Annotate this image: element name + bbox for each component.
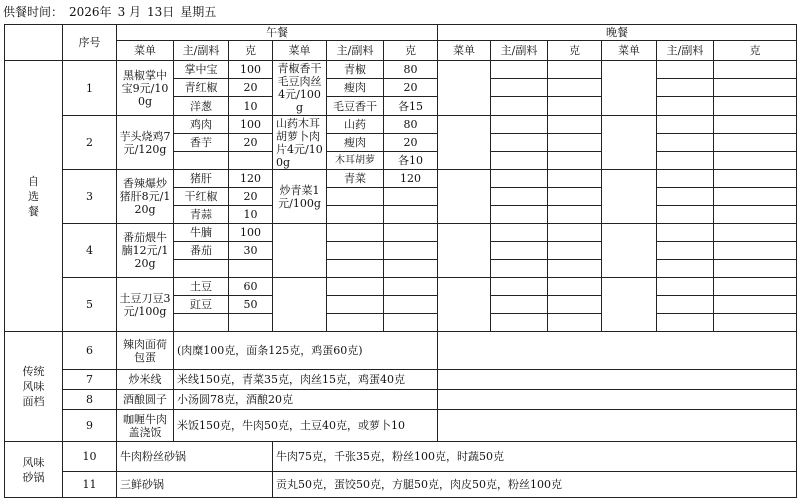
ingredient: 青蒜: [174, 206, 229, 224]
dinner-empty: [438, 278, 491, 332]
ingredient: 毛豆香干: [327, 97, 384, 116]
gram: 20: [384, 134, 438, 152]
serving-weekday: 星期五: [180, 5, 217, 19]
row-serial: 1: [63, 61, 117, 116]
dinner-empty: [548, 260, 602, 278]
dinner-empty: [657, 260, 714, 278]
dinner-empty: [548, 278, 602, 296]
gram: [229, 152, 273, 170]
dinner-empty: [491, 116, 548, 134]
ingredient: 掌中宝: [174, 61, 229, 79]
gram: 10: [229, 97, 273, 116]
ingredient: 土豆: [174, 278, 229, 296]
dinner-empty: [714, 314, 797, 332]
ingredient: 青椒: [327, 61, 384, 79]
gram: 各10: [384, 152, 438, 170]
gram: 10: [229, 206, 273, 224]
dish-name: 咖喱牛肉盖浇饭: [117, 410, 174, 442]
dish-name: 山药木耳胡萝卜肉片4元/100g: [273, 116, 327, 170]
dinner-empty: [714, 116, 797, 134]
menu-table: [4, 24, 797, 498]
gram: 60: [229, 278, 273, 296]
header-dinner-gram-a: 克: [548, 41, 602, 61]
ingredient: 青菜: [327, 170, 384, 188]
dinner-empty: [491, 79, 548, 97]
ingredient: 木耳胡萝: [327, 152, 384, 170]
serving-month: 3 月: [117, 5, 142, 19]
dinner-empty: [548, 188, 602, 206]
dish-detail: 牛肉75克，千张35克，粉丝100克，时蔬50克: [273, 442, 797, 472]
dinner-empty: [491, 206, 548, 224]
ingredient: 豇豆: [174, 296, 229, 314]
row-serial: 2: [63, 116, 117, 170]
header-dinner-ingredient-b: 主/副料: [657, 41, 714, 61]
dinner-empty: [602, 278, 657, 332]
row-serial: 5: [63, 278, 117, 332]
header-serial: 序号: [63, 25, 117, 61]
dinner-empty: [657, 188, 714, 206]
lunch-empty: [273, 278, 327, 332]
lunch-empty: [327, 188, 384, 206]
dinner-empty: [548, 242, 602, 260]
dinner-empty: [657, 170, 714, 188]
dish-name: 辣肉面荷包蛋: [117, 332, 174, 370]
ingredient: 鸡肉: [174, 116, 229, 134]
dinner-empty: [714, 79, 797, 97]
dinner-empty: [548, 206, 602, 224]
dinner-empty: [602, 170, 657, 224]
ingredient: 瘦肉: [327, 79, 384, 97]
dinner-empty: [714, 224, 797, 242]
ingredient: 青红椒: [174, 79, 229, 97]
dinner-empty: [548, 134, 602, 152]
ingredient: 洋葱: [174, 97, 229, 116]
ingredient: 瘦肉: [327, 134, 384, 152]
lunch-empty: [384, 206, 438, 224]
ingredient: 干红椒: [174, 188, 229, 206]
header-dinner: 晚餐: [438, 25, 797, 41]
dinner-empty: [548, 79, 602, 97]
serving-year: 2026年: [69, 5, 112, 19]
lunch-empty: [327, 296, 384, 314]
lunch-empty: [327, 260, 384, 278]
gram: 20: [229, 188, 273, 206]
dinner-empty: [714, 278, 797, 296]
dinner-empty: [438, 410, 797, 442]
lunch-empty: [327, 206, 384, 224]
ingredient: 山药: [327, 116, 384, 134]
dinner-empty: [657, 278, 714, 296]
row-serial: 6: [63, 332, 117, 370]
dish-name: 酒酿圆子: [117, 390, 174, 410]
ingredient: 猪肝: [174, 170, 229, 188]
header-lunch-gram-a: 克: [229, 41, 273, 61]
dish-name: 番茄煨牛腩12元/120g: [117, 224, 174, 278]
gram: 80: [384, 61, 438, 79]
dinner-empty: [438, 390, 797, 410]
serving-day: 13日: [147, 5, 175, 19]
section-claypot-label: 风味 砂锅: [22, 455, 45, 484]
lunch-empty: [384, 278, 438, 296]
header-dinner-ingredient-a: 主/副料: [491, 41, 548, 61]
header-lunch-dish-a: 菜单: [117, 41, 174, 61]
dinner-empty: [714, 152, 797, 170]
dinner-empty: [491, 296, 548, 314]
header-blank: [5, 25, 63, 61]
ingredient: 番茄: [174, 242, 229, 260]
gram: 120: [229, 170, 273, 188]
gram: 100: [229, 116, 273, 134]
dinner-empty: [657, 79, 714, 97]
ingredient-empty: [174, 314, 229, 332]
row-serial: 10: [63, 442, 117, 472]
header-dinner-dish-b: 菜单: [602, 41, 657, 61]
dish-name: 三鲜砂锅: [117, 472, 273, 498]
gram: 50: [229, 296, 273, 314]
dinner-empty: [657, 224, 714, 242]
section-self-select: [5, 61, 63, 332]
lunch-empty: [384, 188, 438, 206]
dinner-empty: [714, 188, 797, 206]
dinner-empty: [714, 170, 797, 188]
dinner-empty: [714, 97, 797, 116]
header-dinner-dish-a: 菜单: [438, 41, 491, 61]
lunch-empty: [384, 296, 438, 314]
dinner-empty: [438, 61, 491, 116]
dinner-empty: [657, 296, 714, 314]
header-lunch-ingredient-b: 主/副料: [327, 41, 384, 61]
dish-name: 香辣爆炒猪肝8元/120g: [117, 170, 174, 224]
gram: 20: [229, 134, 273, 152]
section-traditional-label: 传统 风味 面档: [22, 365, 45, 408]
section-claypot: [5, 442, 63, 498]
dinner-empty: [657, 242, 714, 260]
dinner-empty: [714, 242, 797, 260]
header-dinner-gram-b: 克: [714, 41, 797, 61]
dinner-empty: [657, 314, 714, 332]
row-serial: 7: [63, 370, 117, 390]
lunch-empty: [327, 314, 384, 332]
ingredient-empty: [174, 260, 229, 278]
dinner-empty: [491, 260, 548, 278]
dinner-empty: [548, 116, 602, 134]
dinner-empty: [438, 224, 491, 278]
gram: 80: [384, 116, 438, 134]
dish-detail: 米线150克，青菜35克，肉丝15克，鸡蛋40克: [174, 370, 438, 390]
row-serial: 11: [63, 472, 117, 498]
serving-date-label: 供餐时间：: [3, 5, 64, 19]
lunch-empty: [384, 314, 438, 332]
dinner-empty: [491, 152, 548, 170]
header-lunch: 午餐: [117, 25, 438, 41]
dish-name: 炒米线: [117, 370, 174, 390]
lunch-empty: [327, 278, 384, 296]
dinner-empty: [548, 224, 602, 242]
dish-name: 黑椒掌中宝9元/100g: [117, 61, 174, 116]
dinner-empty: [657, 134, 714, 152]
dish-name: 芋头烧鸡7元/120g: [117, 116, 174, 170]
dish-detail: 米饭150克，牛肉50克，土豆40克，或萝卜10: [174, 410, 438, 442]
dinner-empty: [491, 134, 548, 152]
lunch-empty: [327, 224, 384, 242]
dish-name: 青椒香干毛豆肉丝4元/100g: [273, 61, 327, 116]
dinner-empty: [491, 242, 548, 260]
gram: 20: [384, 79, 438, 97]
dinner-empty: [548, 296, 602, 314]
gram-empty: [229, 260, 273, 278]
dinner-empty: [491, 278, 548, 296]
dinner-empty: [657, 116, 714, 134]
dinner-empty: [714, 260, 797, 278]
dinner-empty: [602, 61, 657, 116]
dinner-empty: [714, 61, 797, 79]
dinner-empty: [438, 116, 491, 170]
dinner-empty: [714, 134, 797, 152]
dinner-empty: [657, 206, 714, 224]
lunch-empty: [327, 242, 384, 260]
dish-detail: 小汤圆78克，酒酿20克: [174, 390, 438, 410]
dinner-empty: [548, 97, 602, 116]
dinner-empty: [438, 370, 797, 390]
dinner-empty: [602, 224, 657, 278]
lunch-empty: [273, 224, 327, 278]
dinner-empty: [714, 206, 797, 224]
gram-empty: [229, 314, 273, 332]
lunch-empty: [384, 260, 438, 278]
dinner-empty: [438, 170, 491, 224]
dinner-empty: [548, 61, 602, 79]
gram: 20: [229, 79, 273, 97]
row-serial: 4: [63, 224, 117, 278]
lunch-empty: [384, 242, 438, 260]
row-serial: 9: [63, 410, 117, 442]
lunch-empty: [384, 224, 438, 242]
dinner-empty: [491, 97, 548, 116]
dinner-empty: [491, 170, 548, 188]
dinner-empty: [657, 97, 714, 116]
row-serial: 8: [63, 390, 117, 410]
section-traditional: [5, 332, 63, 442]
dish-detail: 贡丸50克，蛋饺50克，方腿50克，肉皮50克，粉丝100克: [273, 472, 797, 498]
gram: 120: [384, 170, 438, 188]
dinner-empty: [491, 61, 548, 79]
ingredient: [174, 152, 229, 170]
dinner-empty: [657, 61, 714, 79]
dinner-empty: [714, 296, 797, 314]
section-self-select-label: 自 选 餐: [28, 174, 39, 218]
ingredient: 香芋: [174, 134, 229, 152]
dish-name: 土豆刀豆3元/100g: [117, 278, 174, 332]
header-lunch-dish-b: 菜单: [273, 41, 327, 61]
dinner-empty: [491, 188, 548, 206]
dish-detail: (肉糜100克，面条125克，鸡蛋60克): [174, 332, 438, 370]
header-lunch-ingredient-a: 主/副料: [174, 41, 229, 61]
gram: 各15: [384, 97, 438, 116]
dinner-empty: [602, 116, 657, 170]
gram: 30: [229, 242, 273, 260]
dinner-empty: [491, 314, 548, 332]
dinner-empty: [548, 314, 602, 332]
dinner-empty: [491, 224, 548, 242]
row-serial: 3: [63, 170, 117, 224]
dinner-empty: [548, 170, 602, 188]
ingredient: 牛腩: [174, 224, 229, 242]
dinner-empty: [548, 152, 602, 170]
serving-date-header: [3, 2, 222, 22]
dinner-empty: [657, 152, 714, 170]
dinner-empty: [438, 332, 797, 370]
dish-name: 炒青菜1元/100g: [273, 170, 327, 224]
dish-name: 牛肉粉丝砂锅: [117, 442, 273, 472]
gram: 100: [229, 224, 273, 242]
header-lunch-gram-b: 克: [384, 41, 438, 61]
gram: 100: [229, 61, 273, 79]
